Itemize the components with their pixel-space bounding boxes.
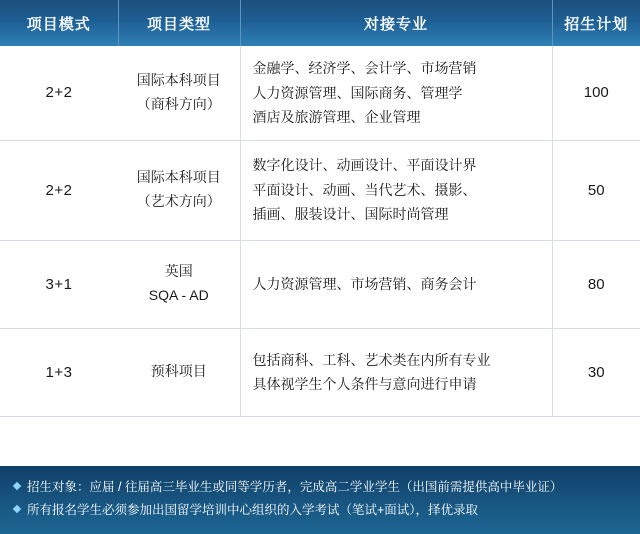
table-row (0, 328, 640, 416)
cell-mode: 3+1 (0, 240, 118, 328)
cell-type (118, 140, 240, 240)
diamond-bullet-icon (13, 482, 21, 490)
cell-mode: 2+2 (0, 46, 118, 140)
cell-mode: 1+3 (0, 328, 118, 416)
cell-major-line: 酒店及旅游管理、企业管理 (252, 109, 421, 125)
cell-type-line: 国际本科项目 (136, 169, 221, 186)
footer-notes (0, 466, 640, 534)
table-header (0, 0, 640, 46)
cell-type-line: （商科方向） (136, 95, 221, 112)
cell-plan: 100 (552, 46, 640, 140)
cell-mode: 2+2 (0, 140, 118, 240)
cell-type-line: 英国 (164, 263, 193, 280)
table-row (0, 240, 640, 328)
cell-major-line: 平面设计、动画、当代艺术、摄影、 (252, 181, 477, 198)
table-row (0, 140, 640, 240)
cell-type-line: 国际本科项目 (136, 71, 221, 88)
table-header-row (0, 0, 640, 46)
note-text: 招生对象：应届 / 往届高三毕业生或同等学历者，完成高二学业学生（出国前需提供高中毕业证） (27, 479, 563, 494)
note-item (14, 476, 626, 499)
cell-type (118, 46, 240, 140)
cell-plan: 80 (552, 240, 640, 328)
column-header-mode: 项目模式 (0, 0, 118, 46)
table-row (0, 46, 640, 140)
column-header-type: 项目类型 (118, 0, 240, 46)
cell-major (240, 140, 552, 240)
table-body (0, 46, 640, 416)
note-text: 所有报名学生必须参加出国留学培训中心组织的入学考试（笔试+面试），择优录取 (27, 502, 479, 517)
cell-major-line: 金融学、经济学、会计学、市场营销 (252, 60, 477, 76)
diamond-bullet-icon (13, 505, 21, 513)
column-header-plan: 招生计划 (552, 0, 640, 46)
column-header-major: 对接专业 (240, 0, 552, 46)
cell-type-line: （艺术方向） (136, 193, 221, 209)
cell-major-line: 包括商科、工科、艺术类在内所有专业 (252, 351, 491, 368)
cell-major-line: 人力资源管理、市场营销、商务会计 (252, 275, 477, 292)
note-item (14, 499, 626, 522)
cell-major-line: 人力资源管理、国际商务、管理学 (252, 84, 463, 101)
cell-major (240, 240, 552, 328)
cell-type (118, 328, 240, 416)
cell-major-line: 数字化设计、动画设计、平面设计界 (252, 157, 477, 174)
cell-major-line: 具体视学生个人条件与意向进行申请 (252, 376, 477, 392)
cell-plan: 50 (552, 140, 640, 240)
cell-major (240, 328, 552, 416)
cell-major (240, 46, 552, 140)
cell-type (118, 240, 240, 328)
cell-major-line: 插画、服装设计、国际时尚管理 (252, 206, 449, 223)
cell-plan: 30 (552, 328, 640, 416)
cell-type-line: SQA - AD (148, 287, 209, 303)
cell-type-line: 预科项目 (150, 363, 207, 380)
